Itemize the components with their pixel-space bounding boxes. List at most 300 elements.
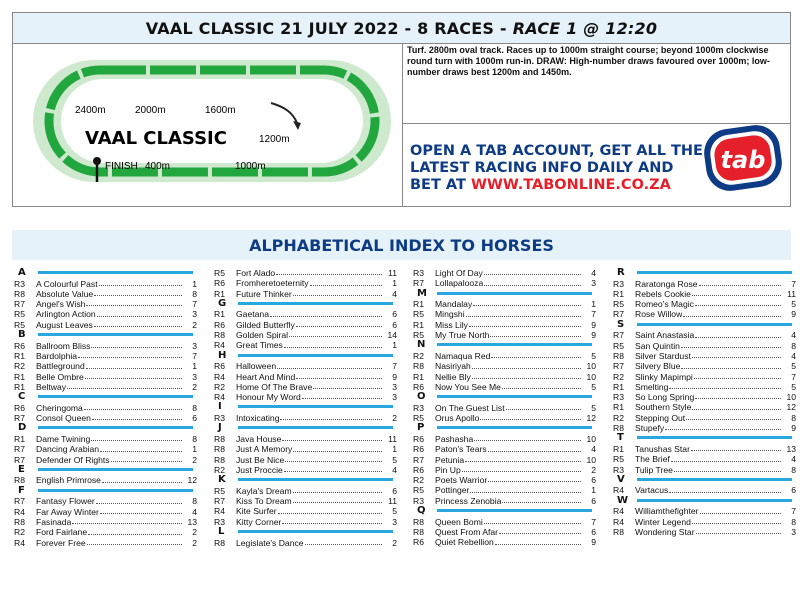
horse-entry <box>413 413 596 423</box>
horse-name: Rebels Cookie <box>635 288 691 299</box>
letter-group-header <box>214 527 397 538</box>
group-divider-bar <box>38 426 193 429</box>
group-letter: J <box>218 422 222 434</box>
group-letter: D <box>18 422 27 434</box>
race-number: R4 <box>214 392 225 403</box>
race-number: R3 <box>613 278 624 289</box>
horse-entry <box>413 455 596 465</box>
draw-number: 4 <box>392 464 397 475</box>
leader-dots <box>484 268 581 275</box>
draw-number: 6 <box>591 526 596 537</box>
draw-number: 9 <box>392 371 397 382</box>
group-letter: H <box>218 349 227 361</box>
horse-name: On The Guest List <box>435 402 505 413</box>
horse-name: Rose Willow <box>635 309 683 320</box>
horse-entry <box>613 527 796 537</box>
group-letter: P <box>417 422 425 434</box>
marker-finish: FINISH <box>105 161 138 172</box>
horse-name: Raratonga Rose <box>635 278 698 289</box>
leader-dots <box>313 382 382 389</box>
horse-name: Light Of Day <box>435 268 483 278</box>
draw-number: 11 <box>388 268 397 278</box>
draw-number: 9 <box>591 537 596 548</box>
race-number: R8 <box>214 454 225 465</box>
race-number: R6 <box>413 537 424 548</box>
horse-entry <box>14 403 197 413</box>
horse-entry <box>14 444 197 454</box>
leader-dots <box>683 309 781 316</box>
group-divider-bar <box>38 468 193 471</box>
draw-number: 3 <box>192 309 197 320</box>
leader-dots <box>466 309 581 316</box>
horse-name: Golden Spiral <box>236 330 289 341</box>
race-number: R3 <box>613 392 624 403</box>
index-column-2 <box>214 268 397 548</box>
race-number: R3 <box>14 278 25 289</box>
horse-entry <box>613 309 796 319</box>
draw-number: 8 <box>192 433 197 444</box>
draw-number: 8 <box>192 496 197 507</box>
draw-number: 8 <box>791 516 796 527</box>
letter-group-header <box>413 506 596 517</box>
group-divider-bar <box>38 271 193 274</box>
letter-group-header <box>214 402 397 413</box>
letter-group-header <box>413 392 596 403</box>
horse-name: Pashasha <box>435 433 474 444</box>
marker-1200: 1200m <box>259 134 290 145</box>
draw-number: 1 <box>392 278 397 289</box>
draw-number: 5 <box>392 506 397 517</box>
group-divider-bar <box>238 302 393 305</box>
leader-dots <box>694 372 781 379</box>
race-number: R6 <box>413 464 424 475</box>
draw-number: 5 <box>791 299 796 310</box>
leader-dots <box>681 341 781 348</box>
leader-dots <box>280 413 382 420</box>
race-number: R7 <box>613 330 624 341</box>
draw-number: 7 <box>192 299 197 310</box>
horse-entry <box>14 538 197 548</box>
leader-dots <box>94 320 182 327</box>
leader-dots <box>473 299 581 306</box>
race-title-prefix: VAAL CLASSIC 21 JULY 2022 - 8 RACES - <box>145 18 507 38</box>
horse-name: Quest From Afar <box>435 526 499 537</box>
horse-name: Forever Free <box>36 537 86 548</box>
race-number: R8 <box>14 475 25 486</box>
group-letter: T <box>617 432 624 444</box>
race-number: R5 <box>413 485 424 496</box>
horse-entry <box>613 413 796 423</box>
draw-number: 2 <box>392 413 397 424</box>
leader-dots <box>305 538 382 545</box>
draw-number: 2 <box>192 319 197 330</box>
horse-name: Ballroom Bliss <box>36 340 91 351</box>
leader-dots <box>691 444 781 451</box>
horse-entry <box>214 517 397 527</box>
race-number: R5 <box>613 454 624 465</box>
group-letter: C <box>18 391 26 403</box>
draw-number: 7 <box>791 278 796 289</box>
race-number: R8 <box>214 330 225 341</box>
leader-dots <box>289 330 382 337</box>
leader-dots <box>78 351 182 358</box>
horse-entry <box>214 538 397 548</box>
group-divider-bar <box>637 436 792 439</box>
leader-dots <box>695 330 781 337</box>
horse-entry <box>14 517 197 527</box>
letter-group-header <box>613 320 796 331</box>
horse-name: Ford Fairlane <box>36 527 88 538</box>
leader-dots <box>484 517 581 524</box>
race-number: R7 <box>613 309 624 320</box>
horse-name: Halloween <box>236 361 277 372</box>
leader-dots <box>472 361 581 368</box>
horse-name: Intoxicating <box>236 413 280 424</box>
leader-dots <box>102 475 182 482</box>
draw-number: 1 <box>392 340 397 351</box>
draw-number: 8 <box>791 412 796 423</box>
race-number: R5 <box>14 309 25 320</box>
draw-number: 8 <box>192 402 197 413</box>
race-number: R8 <box>413 526 424 537</box>
letter-group-header <box>413 340 596 351</box>
draw-number: 12 <box>187 475 197 486</box>
letter-group-header <box>413 423 596 434</box>
leader-dots <box>96 496 182 503</box>
race-number: R4 <box>214 506 225 517</box>
horse-name: Poets Warrior <box>435 475 488 486</box>
horse-name: August Leaves <box>36 319 93 330</box>
leader-dots <box>700 506 781 513</box>
leader-dots <box>484 278 581 285</box>
horse-entry <box>14 507 197 517</box>
draw-number: 10 <box>586 454 596 465</box>
group-letter: S <box>617 318 625 330</box>
group-letter: F <box>18 484 25 496</box>
draw-number: 1 <box>192 361 197 372</box>
horse-name: Wondering Star <box>635 526 695 537</box>
race-number: R1 <box>413 299 424 310</box>
horse-name: Saint Anastasia <box>635 330 695 341</box>
leader-dots <box>276 268 382 275</box>
draw-number: 9 <box>591 319 596 330</box>
draw-number: 3 <box>791 526 796 537</box>
horse-entry <box>14 279 197 289</box>
horse-entry <box>14 413 197 423</box>
leader-dots <box>692 402 781 409</box>
horse-name: Tulip Tree <box>635 464 673 475</box>
draw-number: 5 <box>591 402 596 413</box>
horse-name: Stepping Out <box>635 412 686 423</box>
draw-number: 8 <box>791 464 796 475</box>
horse-entry <box>413 330 596 340</box>
horse-entry <box>613 382 796 392</box>
leader-dots <box>669 382 781 389</box>
draw-number: 4 <box>791 350 796 361</box>
horse-entry <box>214 465 397 475</box>
race-number: R1 <box>613 288 624 299</box>
letter-group-header <box>14 423 197 434</box>
race-number: R7 <box>214 496 225 507</box>
horse-entry <box>413 382 596 392</box>
horse-entry <box>613 372 796 382</box>
horse-entry <box>613 330 796 340</box>
horse-entry <box>613 485 796 495</box>
draw-number: 8 <box>192 288 197 299</box>
horse-entry <box>14 372 197 382</box>
horse-name: Williamthefighter <box>635 506 699 517</box>
horse-name: Fromheretoeternity <box>236 278 309 289</box>
horse-entry <box>613 454 796 464</box>
race-number: R2 <box>413 475 424 486</box>
horse-name: San Quintin <box>635 340 680 351</box>
horse-entry <box>14 434 197 444</box>
draw-number: 11 <box>388 496 397 507</box>
letter-group-header <box>613 433 796 444</box>
horse-entry <box>214 330 397 340</box>
horse-name: Gilded Butterfly <box>236 319 295 330</box>
horse-entry <box>613 517 796 527</box>
group-divider-bar <box>238 405 393 408</box>
horse-entry <box>214 382 397 392</box>
leader-dots <box>692 351 781 358</box>
draw-number: 7 <box>591 309 596 320</box>
leader-dots <box>99 279 182 286</box>
horse-entry <box>613 279 796 289</box>
draw-number: 3 <box>392 381 397 392</box>
draw-number: 5 <box>591 381 596 392</box>
leader-dots <box>87 538 182 545</box>
horse-name: Lollapalooza <box>435 278 484 289</box>
draw-number: 3 <box>192 340 197 351</box>
letter-group-header <box>613 475 796 486</box>
marker-2400: 2400m <box>75 105 106 116</box>
draw-number: 4 <box>791 330 796 341</box>
horse-name: Tanushas Star <box>635 443 690 454</box>
draw-number: 12 <box>786 402 796 413</box>
draw-number: 9 <box>791 309 796 320</box>
group-letter: I <box>218 401 222 413</box>
index-title: ALPHABETICAL INDEX TO HORSES <box>12 230 791 260</box>
horse-entry <box>14 289 197 299</box>
race-number: R6 <box>14 340 25 351</box>
race-number: R4 <box>214 371 225 382</box>
horse-name: Belle Ombre <box>36 371 84 382</box>
horse-name: Winter Legend <box>635 516 691 527</box>
letter-group-header <box>413 289 596 300</box>
race-number: R1 <box>214 309 225 320</box>
leader-dots <box>506 403 581 410</box>
draw-number: 2 <box>392 537 397 548</box>
race-number: R8 <box>613 423 624 434</box>
group-letter: N <box>417 339 426 351</box>
leader-dots <box>692 517 781 524</box>
letter-group-header <box>214 299 397 310</box>
leader-dots <box>665 423 781 430</box>
race-number: R4 <box>613 485 624 496</box>
leader-dots <box>277 361 382 368</box>
race-number: R6 <box>413 433 424 444</box>
group-letter: Q <box>417 505 426 517</box>
horse-name: Consol Queen <box>36 413 91 424</box>
race-number: R1 <box>613 402 624 413</box>
tab-logo-text: tab <box>720 146 766 174</box>
letter-group-header <box>613 496 796 507</box>
draw-number: 10 <box>786 392 796 403</box>
horse-name: Slinky Mapimpi <box>635 371 693 382</box>
draw-number: 6 <box>392 485 397 496</box>
race-number: R1 <box>413 371 424 382</box>
race-number: R4 <box>613 506 624 517</box>
draw-number: 4 <box>591 444 596 455</box>
race-number: R5 <box>214 485 225 496</box>
draw-number: 6 <box>591 495 596 506</box>
horse-name: My True North <box>435 330 490 341</box>
leader-dots <box>282 434 382 441</box>
race-number: R7 <box>14 413 25 424</box>
promo-url[interactable]: WWW.TABONLINE.CO.ZA <box>470 177 671 193</box>
horse-name: Great Times <box>236 340 283 351</box>
horse-entry <box>413 361 596 371</box>
leader-dots <box>310 278 382 285</box>
leader-dots <box>296 320 382 327</box>
group-letter: L <box>218 525 225 537</box>
race-number: R7 <box>14 496 25 507</box>
horse-name: Mandalay <box>435 299 473 310</box>
group-divider-bar <box>238 354 393 357</box>
group-divider-bar <box>637 323 792 326</box>
horse-entry <box>413 320 596 330</box>
race-number: R5 <box>413 309 424 320</box>
draw-number: 11 <box>787 288 796 299</box>
draw-number: 4 <box>591 268 596 278</box>
race-number: R7 <box>14 454 25 465</box>
group-divider-bar <box>637 478 792 481</box>
race-number: R1 <box>14 371 25 382</box>
horse-name: Kayla's Dream <box>236 485 292 496</box>
race-number: R4 <box>14 537 25 548</box>
race-number: R8 <box>214 537 225 548</box>
horse-name: Kitty Corner <box>236 516 282 527</box>
horse-name: Angel's Wish <box>36 299 86 310</box>
horse-entry <box>613 506 796 516</box>
draw-number: 2 <box>192 537 197 548</box>
race-number: R1 <box>14 350 25 361</box>
horse-name: Just Proccie <box>236 464 283 475</box>
leader-dots <box>462 465 581 472</box>
leader-dots <box>674 465 781 472</box>
horse-name: Battleground <box>36 361 85 372</box>
horse-entry <box>14 382 197 392</box>
leader-dots <box>91 341 182 348</box>
group-divider-bar <box>238 530 393 533</box>
leader-dots <box>97 309 182 316</box>
race-number: R7 <box>413 454 424 465</box>
group-divider-bar <box>437 509 592 512</box>
group-divider-bar <box>637 271 792 274</box>
horse-entry <box>14 496 197 506</box>
race-number: R8 <box>214 433 225 444</box>
race-number: R2 <box>413 350 424 361</box>
group-divider-bar <box>437 292 592 295</box>
index-column-1 <box>14 268 197 548</box>
draw-number: 9 <box>591 330 596 341</box>
leader-dots <box>72 517 182 524</box>
race-number: R7 <box>14 299 25 310</box>
draw-number: 3 <box>392 392 397 403</box>
horse-entry <box>214 268 397 278</box>
leader-dots <box>270 309 382 316</box>
horse-name: Just A Memory <box>236 444 293 455</box>
horse-entry <box>413 372 596 382</box>
horse-entry <box>613 423 796 433</box>
draw-number: 6 <box>791 485 796 496</box>
group-letter: B <box>18 329 26 341</box>
track-diagram <box>13 43 403 206</box>
horse-entry <box>214 413 397 423</box>
race-number: R5 <box>413 413 424 424</box>
horse-name: Orus Apollo <box>435 413 480 424</box>
horse-name: Silver Stardust <box>635 350 691 361</box>
leader-dots <box>85 372 182 379</box>
horse-name: Dancing Arabian <box>36 444 100 455</box>
horse-name: Southern Style <box>635 402 692 413</box>
race-number: R3 <box>214 516 225 527</box>
leader-dots <box>488 475 581 482</box>
leader-dots <box>293 486 382 493</box>
horse-entry <box>413 434 596 444</box>
horse-entry <box>214 486 397 496</box>
draw-number: 7 <box>791 506 796 517</box>
leader-dots <box>491 351 581 358</box>
draw-number: 2 <box>192 454 197 465</box>
race-number: R5 <box>613 340 624 351</box>
draw-number: 3 <box>392 516 397 527</box>
draw-number: 4 <box>392 288 397 299</box>
horse-entry <box>413 299 596 309</box>
horse-name: Vartacus <box>635 485 669 496</box>
horse-name: Mingshi <box>435 309 465 320</box>
draw-number: 1 <box>192 278 197 289</box>
leader-dots <box>480 413 581 420</box>
race-number: R2 <box>14 361 25 372</box>
horse-entry <box>14 351 197 361</box>
horse-entry <box>214 444 397 454</box>
horse-entry <box>613 351 796 361</box>
horse-entry <box>613 402 796 412</box>
race-number: R2 <box>613 412 624 423</box>
group-letter: W <box>617 494 629 506</box>
group-letter: K <box>218 474 226 486</box>
leader-dots <box>490 330 581 337</box>
horse-name: Nasiriyah <box>435 361 471 372</box>
horse-entry <box>413 537 596 547</box>
group-divider-bar <box>238 426 393 429</box>
horse-name: Silvery Blue <box>635 361 681 372</box>
race-number: R6 <box>413 444 424 455</box>
race-number: R1 <box>14 381 25 392</box>
race-number: R6 <box>214 278 225 289</box>
group-divider-bar <box>38 333 193 336</box>
leader-dots <box>111 455 182 462</box>
draw-number: 9 <box>791 423 796 434</box>
draw-number: 5 <box>791 361 796 372</box>
horse-name: Pottinger <box>435 485 470 496</box>
draw-number: 7 <box>392 361 397 372</box>
track-infield <box>61 79 363 163</box>
leader-dots <box>686 413 781 420</box>
draw-number: 1 <box>591 485 596 496</box>
